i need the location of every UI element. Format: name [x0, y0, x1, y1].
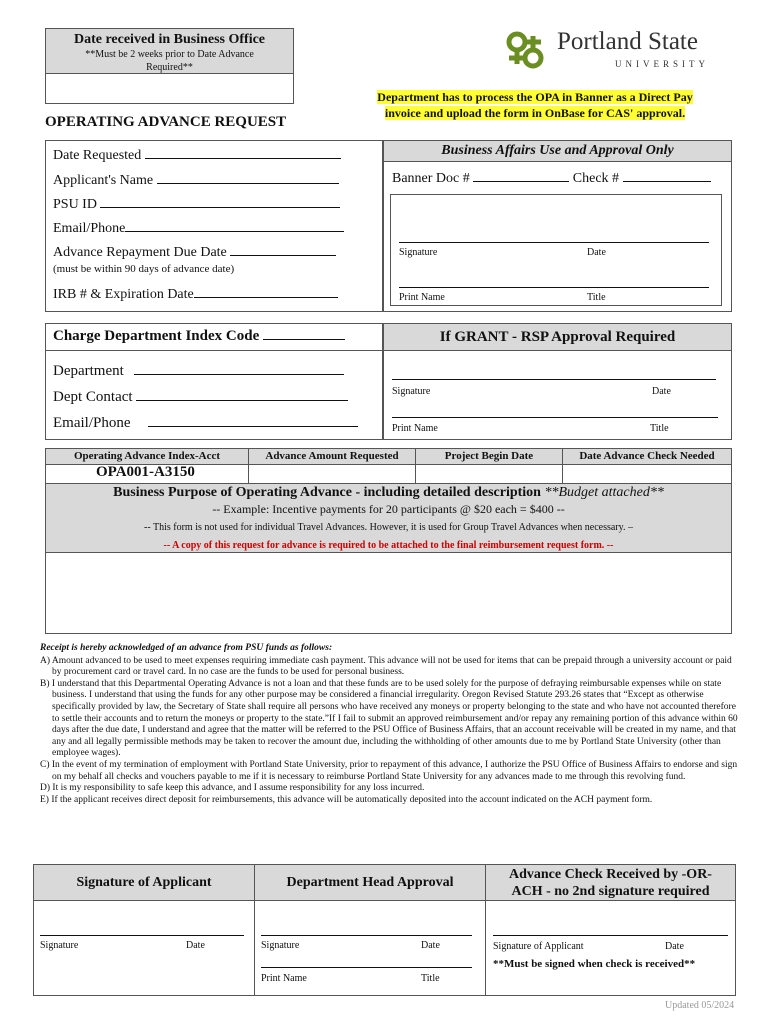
applicant-signature-line[interactable] — [40, 935, 244, 936]
banner-doc-field[interactable]: Banner Doc # Check # — [392, 170, 711, 187]
purpose-title-line — [45, 485, 732, 501]
term-e: E) If the applicant receives direct deposit for reimbursements, this advance will be automatically deposited into the account indicated on the ACH payment form. — [40, 794, 653, 805]
amount-cell[interactable] — [248, 464, 416, 484]
term-c: C) In the event of my termination of employment with Portland State University, prior to repayment of this advance, I authorize the PSU Office of Business Affairs to endorse and sign on my behalf all checks and vouchers payable to me if it is necessary to reimburse Portland State University for any advances made to me through this revolving fund. — [40, 759, 738, 782]
ba-date-label: Date — [587, 247, 606, 258]
dept-head-signature-label: Signature — [261, 940, 300, 951]
term-a: A) Amount advanced to be used to meet expenses requiring immediate cash payment. This advance will not be used for items that can be prepaid through a university account or paid by procurement card or travel card. In no case are the funds to be used for personal business. — [40, 655, 732, 678]
ba-print-name-label: Print Name — [399, 292, 445, 303]
must-sign-note: **Must be signed when check is received** — [493, 958, 696, 970]
grant-title-label: Title — [650, 423, 669, 434]
date-received-header — [45, 28, 294, 74]
notice-line2: invoice and upload the form in OnBase for CAS' approval. — [384, 106, 686, 120]
check-signature-line[interactable] — [493, 935, 728, 936]
ba-print-line[interactable] — [399, 287, 709, 288]
updated-footer: Updated 05/2024 — [665, 1000, 735, 1011]
dept-head-date-label: Date — [421, 940, 440, 951]
dept-head-title-label: Title — [421, 973, 440, 984]
col-amount: Advance Amount Requested — [248, 448, 416, 465]
col-index-acct: Operating Advance Index-Acct — [45, 448, 249, 465]
check-needed-cell[interactable] — [562, 464, 732, 484]
dept-contact-field[interactable]: Dept Contact — [53, 389, 348, 406]
department-field[interactable]: Department — [53, 363, 344, 380]
psu-id-field[interactable]: PSU ID — [53, 196, 340, 213]
grant-print-line[interactable] — [392, 417, 718, 418]
logo-name: Portland State — [557, 28, 698, 55]
applicant-signature-label: Signature — [40, 940, 79, 951]
logo-sub: UNIVERSITY — [615, 59, 709, 69]
check-signature-label: Signature of Applicant — [493, 941, 584, 952]
begin-date-cell[interactable] — [415, 464, 563, 484]
grant-header: If GRANT - RSP Approval Required — [383, 323, 732, 351]
charge-index-field[interactable]: Charge Department Index Code — [53, 328, 345, 345]
index-acct-value: OPA001-A3150 — [96, 464, 195, 480]
applicant-sig-header: Signature of Applicant — [33, 864, 255, 901]
opa-notice — [345, 89, 725, 121]
notice-line1: Department has to process the OPA in Banner as a Direct Pay — [377, 90, 693, 104]
dept-head-print-line[interactable] — [261, 967, 472, 968]
grant-print-name-label: Print Name — [392, 423, 438, 434]
grant-date-label: Date — [652, 386, 671, 397]
col-begin-date: Project Begin Date — [415, 448, 563, 465]
date-received-note: **Must be 2 weeks prior to Date Advance Required** — [85, 49, 254, 73]
irb-field[interactable]: IRB # & Expiration Date — [53, 286, 338, 303]
purpose-red-note: -- A copy of this request for advance is required to be attached to the final reimbursement request form. -- — [163, 540, 614, 551]
purpose-description-field[interactable] — [45, 552, 732, 634]
purpose-note: -- This form is not used for individual Travel Advances. However, it is used for Group Travel Advances when necessary. – — [144, 522, 633, 533]
term-d: D) It is my responsibility to safe keep this advance, and I assume responsibility for any loss incurred. — [40, 783, 425, 794]
check-received-header: Advance Check Received by -OR- ACH - no 2nd signature required — [485, 864, 736, 901]
grant-signature-label: Signature — [392, 386, 431, 397]
date-received-title: Date received in Business Office — [73, 32, 266, 47]
email-phone-field[interactable]: Email/Phone — [53, 220, 344, 237]
dept-head-signature-line[interactable] — [261, 935, 472, 936]
terms-intro: Receipt is hereby acknowledged of an advance from PSU funds as follows: — [40, 643, 333, 653]
col-check-needed: Date Advance Check Needed — [562, 448, 732, 465]
business-affairs-header: Business Affairs Use and Approval Only — [383, 140, 732, 162]
psu-logo — [503, 26, 733, 74]
purpose-example: -- Example: Incentive payments for 20 participants @ $20 each = $400 -- — [212, 502, 565, 516]
form-title: OPERATING ADVANCE REQUEST — [45, 114, 287, 130]
date-received-field[interactable] — [45, 73, 294, 104]
dept-email-field[interactable]: Email/Phone — [53, 415, 358, 432]
term-b: B) I understand that this Departmental Operating Advance is not a loan and that these funds are to be used solely for the purpose of defraying reimbursable expenses while on state business. I understand that using the funds for any other purpose may be considered a financial irregularity. Oregon Revised Statute 293.26 states that “Except as otherwise specifically provided by law, the Secretary of State shall require all persons who have received any moneys or property belonging to the state and who have not accounted therefore to settle their accounts and to return the moneys or property to the state.”If I fail to submit an approved reimbursement and/or repay any remaining portion of this advance within 60 days after the due date, I understand and agree that the matter will be referred to the PSU Office of Business Affairs, that an account receivable will be created in my name, and that any and all legally permissible methods may be taken to recover the amount due, including the withholding of other amounts due to me by Portland State University (other than employee wages). — [40, 678, 738, 759]
purpose-title: Business Purpose of Operating Advance - including detailed description — [113, 485, 541, 500]
terms-section — [40, 643, 738, 806]
grant-signature-line[interactable] — [392, 379, 716, 380]
psu-logo-mark-icon — [503, 28, 547, 72]
ba-signature-label: Signature — [399, 247, 438, 258]
applicant-date-label: Date — [186, 940, 205, 951]
repayment-due-field[interactable]: Advance Repayment Due Date — [53, 244, 336, 261]
dept-head-print-name-label: Print Name — [261, 973, 307, 984]
ba-title-label: Title — [587, 292, 606, 303]
repayment-note: (must be within 90 days of advance date) — [53, 263, 235, 275]
date-requested-field[interactable]: Date Requested — [53, 147, 341, 164]
business-affairs-sign-box — [390, 194, 722, 306]
ba-signature-line[interactable] — [399, 242, 709, 243]
applicant-name-field[interactable]: Applicant's Name — [53, 172, 339, 189]
charge-index-divider — [45, 350, 383, 351]
dept-head-header: Department Head Approval — [254, 864, 486, 901]
purpose-title-suffix: **Budget attached** — [544, 485, 664, 500]
check-date-label: Date — [665, 941, 684, 952]
